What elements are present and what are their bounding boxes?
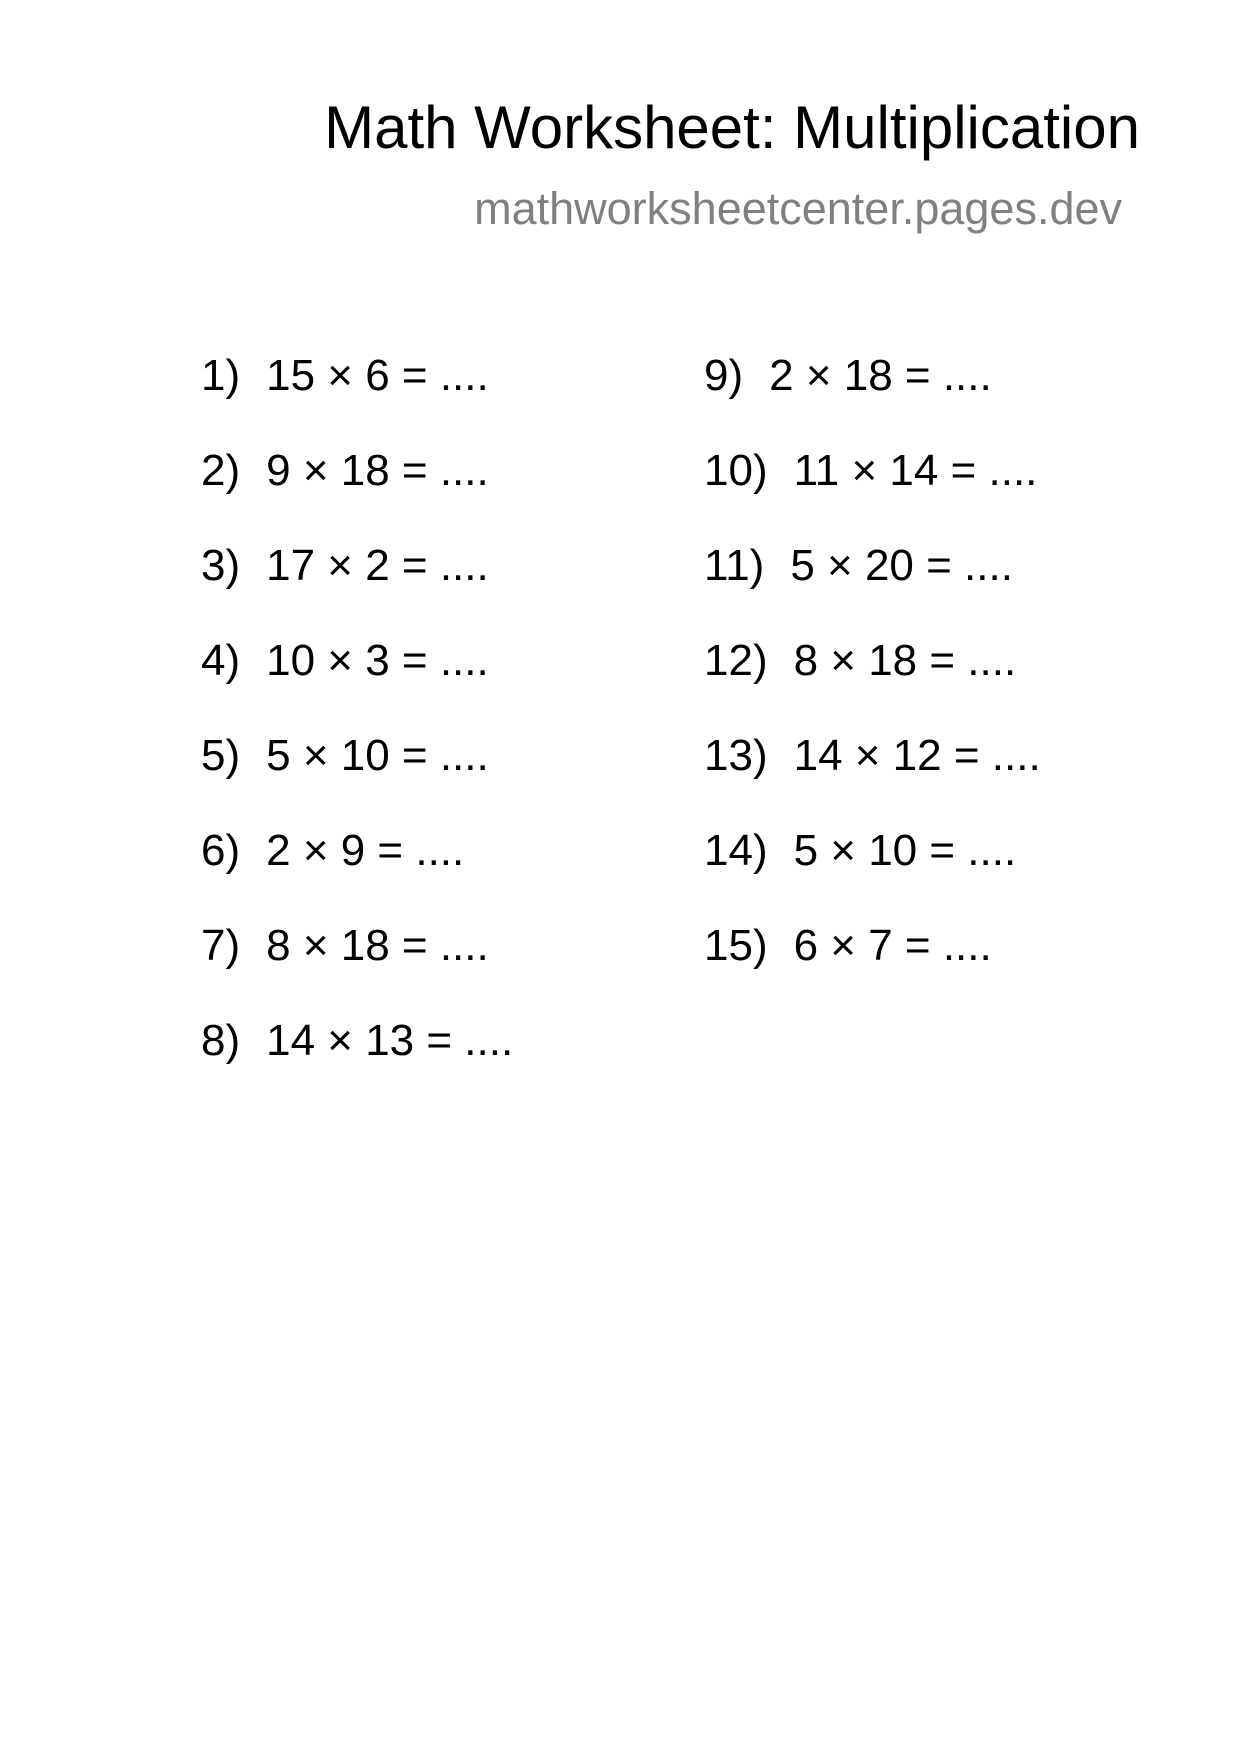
problem-expression: 5 × 10 = .... — [793, 826, 1017, 875]
problem-number: 15) — [704, 921, 768, 970]
problem-column-right — [704, 352, 1041, 1017]
problem-item — [201, 827, 513, 922]
problem-expression: 5 × 10 = .... — [266, 731, 489, 780]
problem-item — [201, 1017, 513, 1112]
problem-expression: 5 × 20 = .... — [790, 541, 1013, 590]
problem-column-left — [201, 352, 513, 1112]
problem-number: 1) — [201, 351, 241, 400]
problem-expression: 15 × 6 = .... — [266, 351, 489, 400]
problem-number: 5) — [201, 731, 241, 780]
problem-number: 9) — [704, 351, 744, 400]
problem-item — [201, 542, 513, 637]
problem-number: 7) — [201, 921, 241, 970]
problem-expression: 8 × 18 = .... — [793, 636, 1017, 685]
source-url: mathworksheetcenter.pages.dev — [474, 183, 1122, 234]
problem-expression: 9 × 18 = .... — [266, 446, 489, 495]
problem-item — [704, 637, 1041, 732]
problem-item — [704, 542, 1041, 637]
problem-expression: 10 × 3 = .... — [266, 636, 489, 685]
problem-number: 10) — [704, 446, 768, 495]
problem-expression: 14 × 13 = .... — [266, 1016, 514, 1065]
problem-item — [704, 732, 1041, 827]
problem-number: 4) — [201, 636, 241, 685]
problem-item — [704, 922, 1041, 1017]
problem-number: 13) — [704, 731, 768, 780]
problem-item — [704, 827, 1041, 922]
problem-expression: 2 × 9 = .... — [266, 826, 465, 875]
problem-item — [201, 637, 513, 732]
problem-number: 8) — [201, 1016, 241, 1065]
problem-number: 14) — [704, 826, 768, 875]
problem-item — [704, 352, 1041, 447]
problem-expression: 17 × 2 = .... — [266, 541, 489, 590]
page-title: Math Worksheet: Multiplication — [324, 94, 1140, 161]
problem-expression: 14 × 12 = .... — [793, 731, 1041, 780]
problem-item — [704, 447, 1041, 542]
problem-item — [201, 922, 513, 1017]
problem-item — [201, 352, 513, 447]
problem-expression: 2 × 18 = .... — [769, 351, 992, 400]
problem-item — [201, 447, 513, 542]
problem-number: 6) — [201, 826, 241, 875]
problem-number: 12) — [704, 636, 768, 685]
problem-item — [201, 732, 513, 827]
problem-number: 3) — [201, 541, 241, 590]
problem-expression: 8 × 18 = .... — [266, 921, 489, 970]
problem-expression: 6 × 7 = .... — [793, 921, 992, 970]
problem-expression: 11 × 14 = .... — [793, 446, 1038, 495]
problem-number: 11) — [704, 541, 765, 590]
problem-number: 2) — [201, 446, 241, 495]
